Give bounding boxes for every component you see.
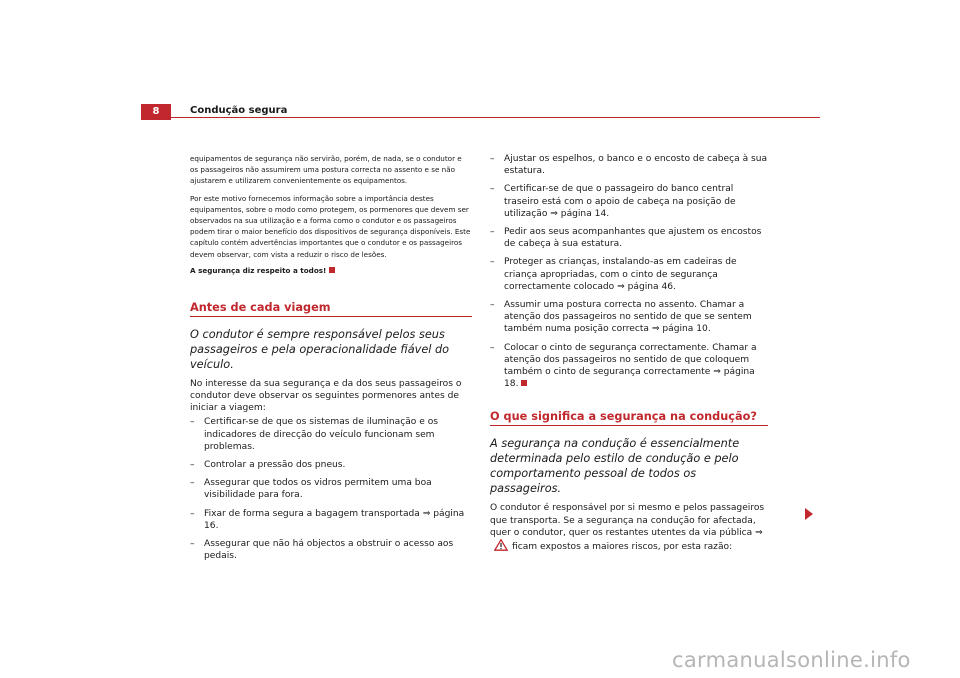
before-trip-intro: No interesse da sua segurança e da dos seus passageiros o condutor deve observar os seguintes pormenores antes de iniciar a viagem: xyxy=(190,378,462,414)
list-item: – Controlar a pressão dos pneus. xyxy=(190,459,472,471)
page-number: 8 xyxy=(141,104,171,120)
section-lead-driving-safety: A segurança na condução é essencialmente determinada pelo estilo de condução e pelo comportamento pessoal de todos os passageiros. xyxy=(490,437,740,496)
intro-paragraph-1: equipamentos de segurança não servirão, porém, de nada, se o condutor e os passageiros não assumirem uma postura correcta no assento e se não ajustarem e utilizarem convenientemente os equipamentos. xyxy=(190,154,462,186)
safety-slogan-text: A segurança diz respeito a todos! xyxy=(190,265,327,275)
list-item: – Ajustar os espelhos, o banco e o encosto de cabeça à sua estatura. xyxy=(490,153,768,177)
intro-paragraph-2: Por este motivo fornecemos informação sobre a importância destes equipamentos, sobre o modo como protegem, os pormenores que devem ser observados na sua utilização e a forma como o condutor e os passageiros podem tirar o maior benefício dos dispositivos de segurança disponíveis. Este capítulo contém advertências importantes que o condutor e os passageiros devem observar, com vista a reduzir o risco de lesões. xyxy=(190,193,471,259)
section-heading-driving-safety: O que significa a segurança na condução? xyxy=(490,410,757,424)
list-item: – Fixar de forma segura a bagagem transportada ⇒ página 16. xyxy=(190,508,472,532)
driving-safety-paragraph xyxy=(490,502,768,553)
list-item: – Certificar-se de que os sistemas de iluminação e os indicadores de direcção do veículo funcionam sem problemas. xyxy=(190,416,472,453)
watermark: carmanualsonline.info xyxy=(672,648,911,672)
section-lead-before-trip: O condutor é sempre responsável pelos seus passageiros e pela operacionalidade fiável do veículo. xyxy=(190,327,450,371)
left-column xyxy=(190,153,472,568)
end-of-section-icon xyxy=(521,380,527,386)
driving-safety-text-before: O condutor é responsável por si mesmo e pelos passageiros que transporta. Se a segurança na condução for afectada, quer o condutor, quer os restantes utentes da via pública ⇒ xyxy=(490,503,765,538)
running-title: Condução segura xyxy=(190,105,288,116)
warning-triangle-icon xyxy=(494,539,508,551)
list-item: – Assumir uma postura correcta no assento. Chamar a atenção dos passageiros no sentido de que se sentem também numa posição correcta ⇒ página 10. xyxy=(490,299,768,336)
list-item: – Pedir aos seus acompanhantes que ajustem os encostos de cabeça à sua estatura. xyxy=(490,226,768,250)
next-page-arrow-icon xyxy=(805,508,813,520)
section-rule xyxy=(190,316,472,317)
end-of-section-icon xyxy=(329,267,335,273)
before-trip-list-continued xyxy=(490,153,768,390)
list-item: – Proteger as crianças, instalando-as em cadeiras de criança apropriadas, com o cinto de segurança correctamente colocado ⇒ página 46. xyxy=(490,256,768,293)
driving-safety-text-after: ficam expostos a maiores riscos, por esta razão: xyxy=(512,542,733,553)
list-item-text: Colocar o cinto de segurança correctamente. Chamar a atenção dos passageiros no sentido de que coloquem também o cinto de segurança correctamente ⇒ página 18. xyxy=(504,342,757,390)
right-column xyxy=(490,153,768,553)
header-rule xyxy=(141,117,820,118)
before-trip-list xyxy=(190,416,472,562)
section-heading-before-trip: Antes de cada viagem xyxy=(190,300,331,314)
list-item: – Assegurar que todos os vidros permitem uma boa visibilidade para fora. xyxy=(190,477,472,501)
list-item: – Certificar-se de que o passageiro do banco central traseiro está com o apoio de cabeça na posição de utilização ⇒ página 14. xyxy=(490,183,768,220)
list-item: – Assegurar que não há objectos a obstruir o acesso aos pedais. xyxy=(190,538,472,562)
section-rule xyxy=(490,425,768,426)
list-item xyxy=(490,342,768,391)
safety-slogan xyxy=(190,266,472,275)
